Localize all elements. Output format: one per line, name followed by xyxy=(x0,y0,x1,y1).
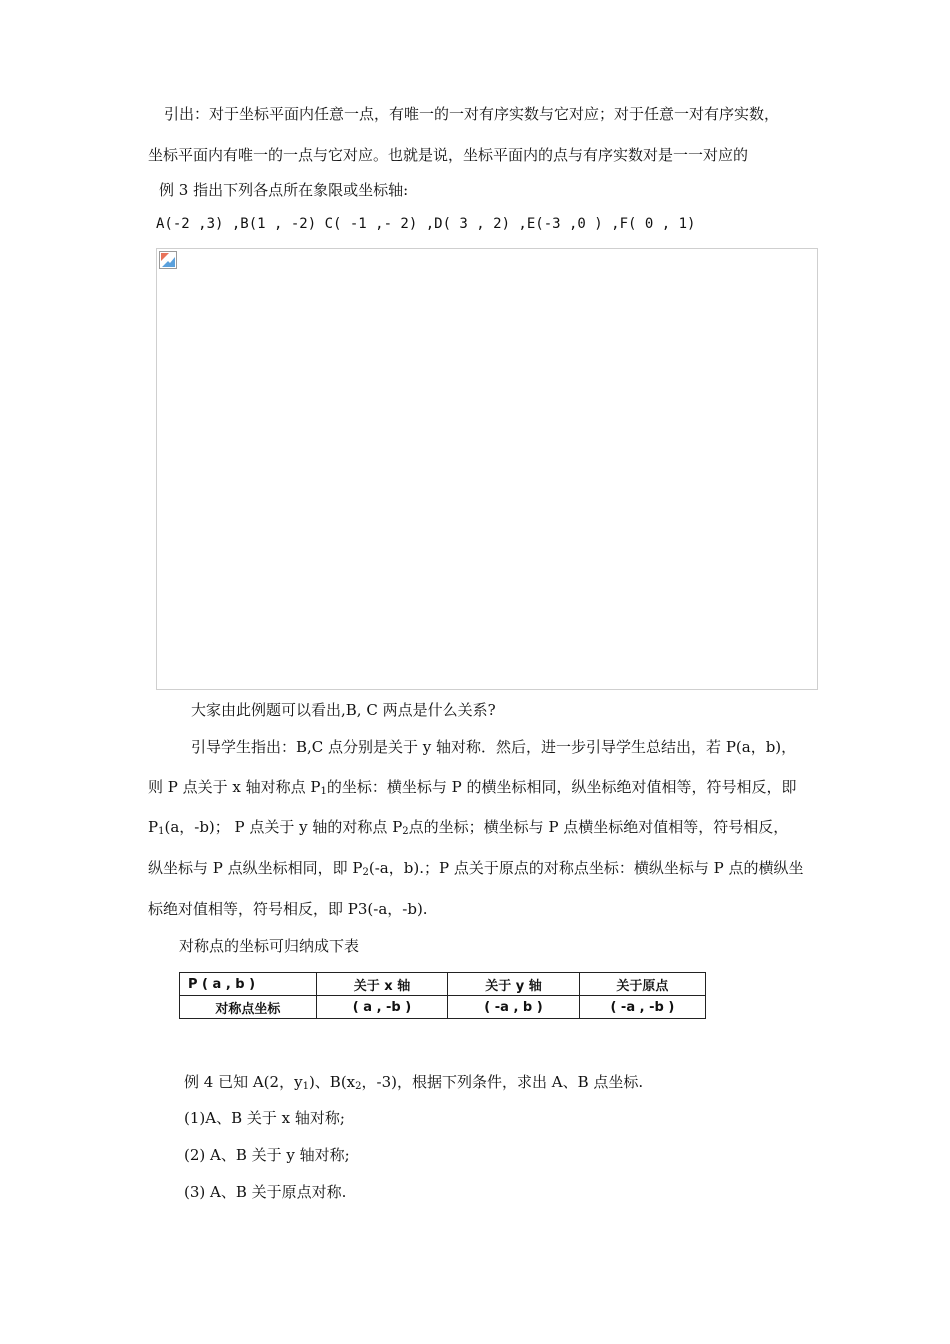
table-header-row xyxy=(180,973,706,996)
cell-y-axis-value: ( -a , b ) xyxy=(448,996,580,1019)
example4-title: 例 4 已知 A(2，$y_1$)、$B(x_2$，-3)，根据下列条件，求出 A、B 点坐标. xyxy=(184,1073,644,1092)
symmetry-table xyxy=(179,972,706,1019)
broken-image-icon xyxy=(159,251,177,269)
table-row xyxy=(180,996,706,1019)
table-intro: 对称点的坐标可归纳成下表 xyxy=(179,937,360,955)
intro-line-1: 引出：对于坐标平面内任意一点，有唯一的一对有序实数与它对应；对于任意一对有序实数， xyxy=(164,105,780,123)
missing-image-placeholder xyxy=(156,248,818,690)
example3-points: A(-2 ,3) ,B(1 , -2) C( -1 ,- 2) ,D( 3 , 2) ,E(-3 ,0 ) ,F( 0 , 1) xyxy=(156,216,696,232)
cell-origin-value: ( -a , -b ) xyxy=(579,996,705,1019)
example4-item-2: (2) A、B 关于 y 轴对称; xyxy=(184,1146,350,1164)
explanation-line-5: 标绝对值相等，符号相反，即 P3(-a，-b). xyxy=(148,900,428,918)
explanation-line-4: 纵坐标与 P 点纵坐标相同，即 $P_2(-a$，b).；P 点关于原点的对称点坐标：横纵坐标与 P 点的横纵坐 xyxy=(148,859,804,878)
header-cell-origin: 关于原点 xyxy=(579,973,705,996)
cell-x-axis-value: ( a , -b ) xyxy=(316,996,448,1019)
explanation-line-3: $P_1(a$，-b)； P 点关于 y 轴的对称点 $P_2$点的坐标；横坐标与 P 点横坐标绝对值相等，符号相反， xyxy=(148,818,789,837)
example4-item-1: (1)A、B 关于 x 轴对称; xyxy=(184,1109,345,1127)
header-cell-point: P ( a , b ) xyxy=(180,973,317,996)
explanation-line-2: 则 P 点关于 x 轴对称点 $P_1$的坐标：横坐标与 P 的横坐标相同，纵坐标绝对值相等，符号相反，即 xyxy=(148,778,797,797)
header-cell-y-axis: 关于 y 轴 xyxy=(448,973,580,996)
explanation-line-1: 引导学生指出：B,C 点分别是关于 y 轴对称．然后，进一步引导学生总结出，若 P(a，b)， xyxy=(191,738,797,756)
example4-item-3: (3) A、B 关于原点对称. xyxy=(184,1183,347,1201)
question-text: 大家由此例题可以看出,B, C 两点是什么关系? xyxy=(191,701,496,719)
row-label-cell: 对称点坐标 xyxy=(180,996,317,1019)
intro-line-2: 坐标平面内有唯一的一点与它对应。也就是说，坐标平面内的点与有序实数对是一一对应的 xyxy=(148,146,749,164)
header-cell-x-axis: 关于 x 轴 xyxy=(316,973,448,996)
example3-title: 例 3 指出下列各点所在象限或坐标轴: xyxy=(159,181,409,199)
